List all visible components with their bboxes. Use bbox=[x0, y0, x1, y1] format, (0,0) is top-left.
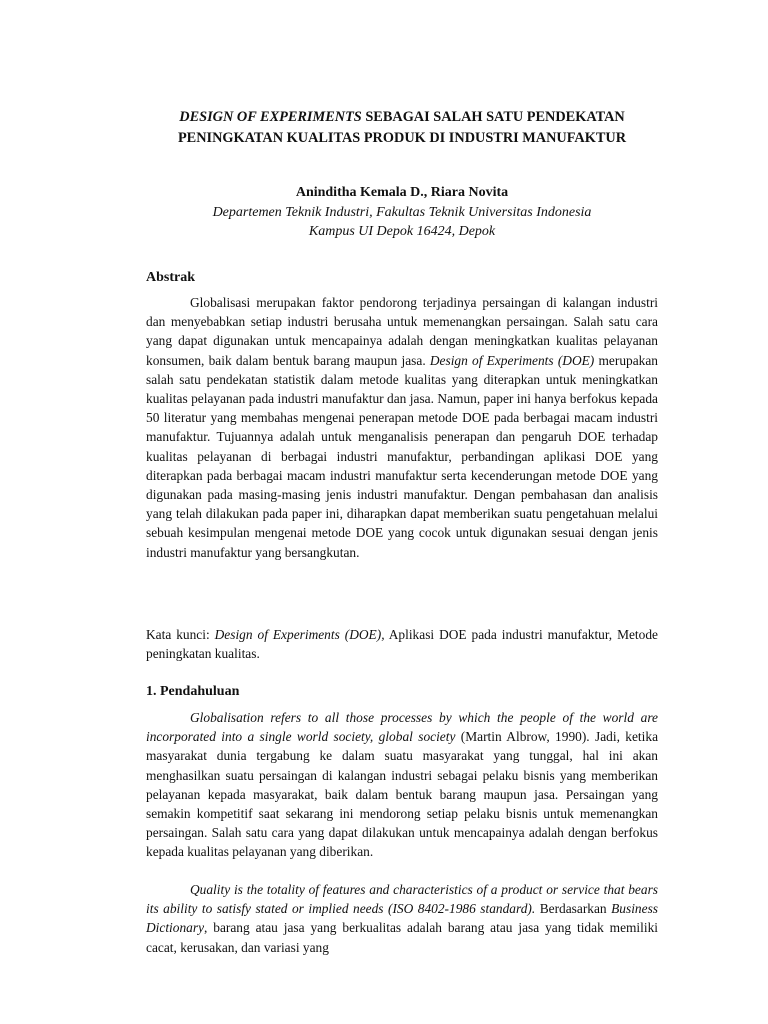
keywords bbox=[146, 625, 658, 663]
author-affiliation bbox=[146, 203, 658, 241]
abstract-text-italic: Design of Experiments (DOE) bbox=[429, 352, 595, 368]
affiliation-line1: Departemen Teknik Industri, Fakultas Teknik Universitas Indonesia bbox=[212, 205, 592, 220]
intro-p2-mid: Berdasarkan bbox=[535, 901, 612, 917]
paper-title bbox=[146, 107, 658, 149]
keywords-rest: Aplikasi DOE pada industri manufaktur, Metode peningkatan kualitas. bbox=[146, 627, 658, 662]
author-names: Aninditha Kemala D., Riara Novita bbox=[295, 185, 509, 200]
intro-paragraph-1 bbox=[146, 708, 658, 862]
intro-paragraph-2 bbox=[146, 880, 658, 976]
title-line2: PENINGKATAN KUALITAS PRODUK DI INDUSTRI MANUFAKTUR bbox=[177, 130, 627, 146]
section-heading-introduction: 1. Pendahuluan bbox=[146, 684, 240, 699]
intro-p2-text: , barang atau jasa yang berkualitas adalah barang atau jasa yang tidak memiliki cacat, kerusakan, dan variasi yang bbox=[146, 920, 658, 955]
title-line1-rest: SEBAGAI SALAH SATU PENDEKATAN bbox=[361, 109, 625, 125]
intro-p1-text: (Martin Albrow, 1990). Jadi, ketika masyarakat dunia tergabung ke dalam suatu masyarakat yang tunggal, hal ini akan menghasilkan suatu persaingan di kalangan industri sebagai pelaku bisnis yang memberikan pelayanan kepada masyarakat, baik dalam bentuk barang maupun jasa. Persaingan yang semakin kompetitif saat sekarang ini mendorong setiap pelaku bisnis untuk memenangkan persaingan. Salah satu cara yang dapat dilakukan untuk mencapainya adalah dengan berfokus kepada kualitas pelayanan yang diberikan. bbox=[146, 729, 659, 860]
intro-p2-italic-term: Business Dictionary bbox=[146, 901, 658, 936]
intro-p1-quote: Globalisation refers to all those processes by which the people of the world are incorporated into a single world society, global society bbox=[146, 710, 658, 745]
abstract-heading: Abstrak bbox=[146, 270, 196, 285]
affiliation-line2: Kampus UI Depok 16424, Depok bbox=[308, 224, 496, 239]
title-italic-part: DESIGN OF EXPERIMENTS bbox=[179, 109, 362, 125]
keywords-label: Kata kunci: bbox=[146, 627, 215, 642]
abstract-text-2: merupakan salah satu pendekatan statistik dalam metode kualitas yang diterapkan untuk meningkatkan kualitas pelayanan pada industri manufaktur dan jasa. Namun, paper ini hanya berfokus kepada 50 literatur yang membahas mengenai penerapan metode DOE pada berbagai macam industri manufaktur. Tujuannya adalah untuk menganalisis penerapan dan pengaruh DOE terhadap kualitas pelayanan di berbagai industri manufaktur, perbandingan aplikasi DOE yang diterapkan pada berbagai macam industri manufaktur serta kecenderungan metode DOE yang digunakan pada masing-masing jenis industri manufaktur. Dengan pembahasan dan analisis yang telah dilakukan pada paper ini, diharapkan dapat memberikan suatu pengetahuan melalui sebuah kesimpulan mengenai metode DOE yang cocok untuk digunakan sesuai dengan jenis industri manufaktur yang bersangkutan. bbox=[146, 352, 658, 560]
abstract-body bbox=[146, 293, 658, 562]
keywords-italic: Design of Experiments (DOE), bbox=[214, 627, 385, 642]
intro-p2-quote: Quality is the totality of features and characteristics of a product or service that bears its ability to satisfy stated or implied needs (ISO 8402-1986 standard). bbox=[146, 882, 658, 917]
abstract-text-1: Globalisasi merupakan faktor pendorong terjadinya persaingan di kalangan industri dan menyebabkan setiap industri berusaha untuk memenangkan persaingan. Salah satu cara yang dapat digunakan untuk mencapainya adalah dengan meningkatkan kualitas pelayanan konsumen, baik dalam bentuk barang maupun jasa. bbox=[146, 295, 658, 368]
